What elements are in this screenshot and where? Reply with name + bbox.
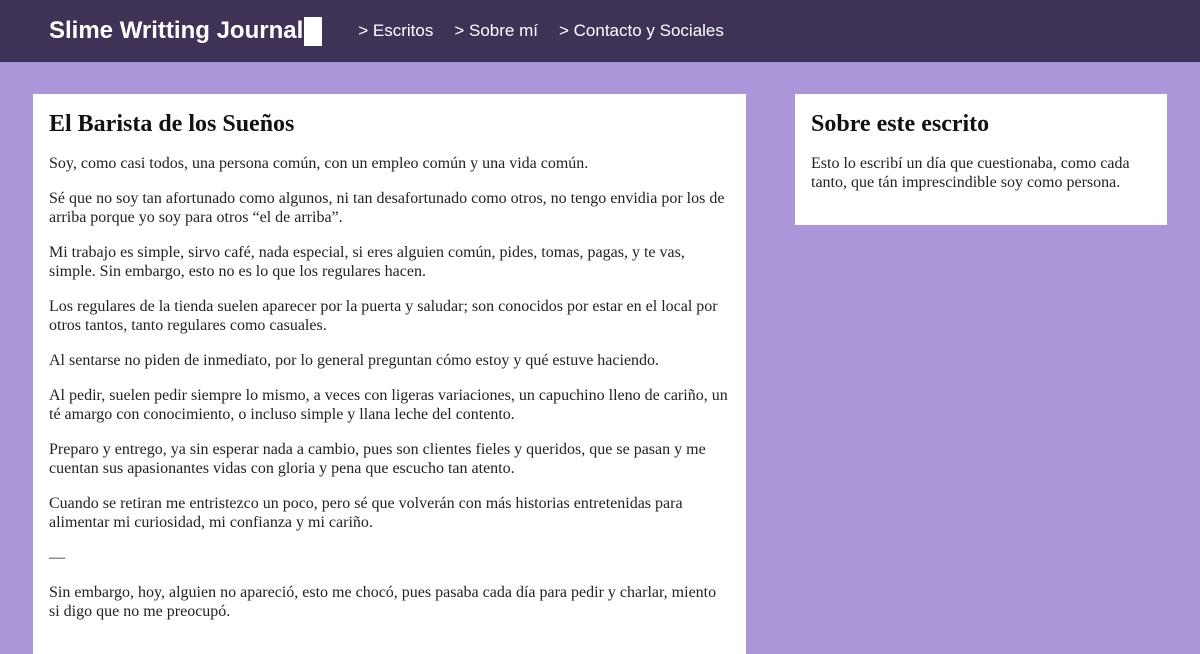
about-writing-card — [795, 94, 1167, 225]
article-paragraph: Soy, como casi todos, una persona común, con un empleo común y una vida común. — [49, 155, 589, 172]
nav-link-escritos[interactable]: > Escritos — [358, 21, 434, 40]
article-paragraph: Sé que no soy tan afortunado como algunos, ni tan desafortunado como otros, no tengo envidia por los de arriba porque yo soy para otros “el de arriba”. — [49, 190, 725, 226]
text-cursor-block — [304, 17, 322, 46]
aside-text: Esto lo escribí un día que cuestionaba, como cada tanto, que tán imprescindible soy como persona. — [811, 155, 1130, 191]
main-nav — [358, 21, 724, 41]
article-title: El Barista de los Sueños — [49, 111, 295, 137]
nav-link-sobre-mi[interactable]: > Sobre mí — [454, 21, 538, 40]
article-paragraph: Al sentarse no piden de inmediato, por lo general preguntan cómo estoy y qué estuve haciendo. — [49, 352, 660, 369]
article-paragraph: Sin embargo, hoy, alguien no apareció, esto me chocó, pues pasaba cada día para pedir y charlar, miento si digo que no me preocupó. — [49, 584, 717, 620]
aside-title: Sobre este escrito — [811, 111, 990, 137]
nav-link-contacto[interactable]: > Contacto y Sociales — [558, 21, 724, 40]
site-title: Slime Writting Journal — [49, 17, 304, 44]
article-paragraph: Al pedir, suelen pedir siempre lo mismo, a veces con ligeras variaciones, un capuchino lleno de cariño, un té amargo con conocimiento, o incluso simple y llana leche del contento. — [49, 387, 728, 423]
article-paragraph: Los regulares de la tienda suelen aparecer por la puerta y saludar; son conocidos por estar en el local por otros tantos, tanto regulares como casuales. — [49, 298, 718, 334]
article-paragraph: Cuando se retiran me entristezco un poco, pero sé que volverán con más historias entretenidas para alimentar mi curiosidad, mi confianza y mi cariño. — [49, 495, 683, 531]
article-paragraph: Mi trabajo es simple, sirvo café, nada especial, si eres alguien común, pides, tomas, pagas, y te vas, simple. Sin embargo, esto no es lo que los regulares hacen. — [49, 244, 685, 280]
site-brand-link[interactable] — [49, 17, 322, 46]
top-bar — [0, 0, 1200, 62]
article-card — [33, 94, 746, 654]
section-divider-dash: — — [49, 549, 65, 566]
article-paragraph: Preparo y entrego, ya sin esperar nada a cambio, pues son clientes fieles y queridos, que se pasan y me cuentan sus apasionantes vidas con gloria y pena que escucho tan atento. — [49, 441, 706, 477]
